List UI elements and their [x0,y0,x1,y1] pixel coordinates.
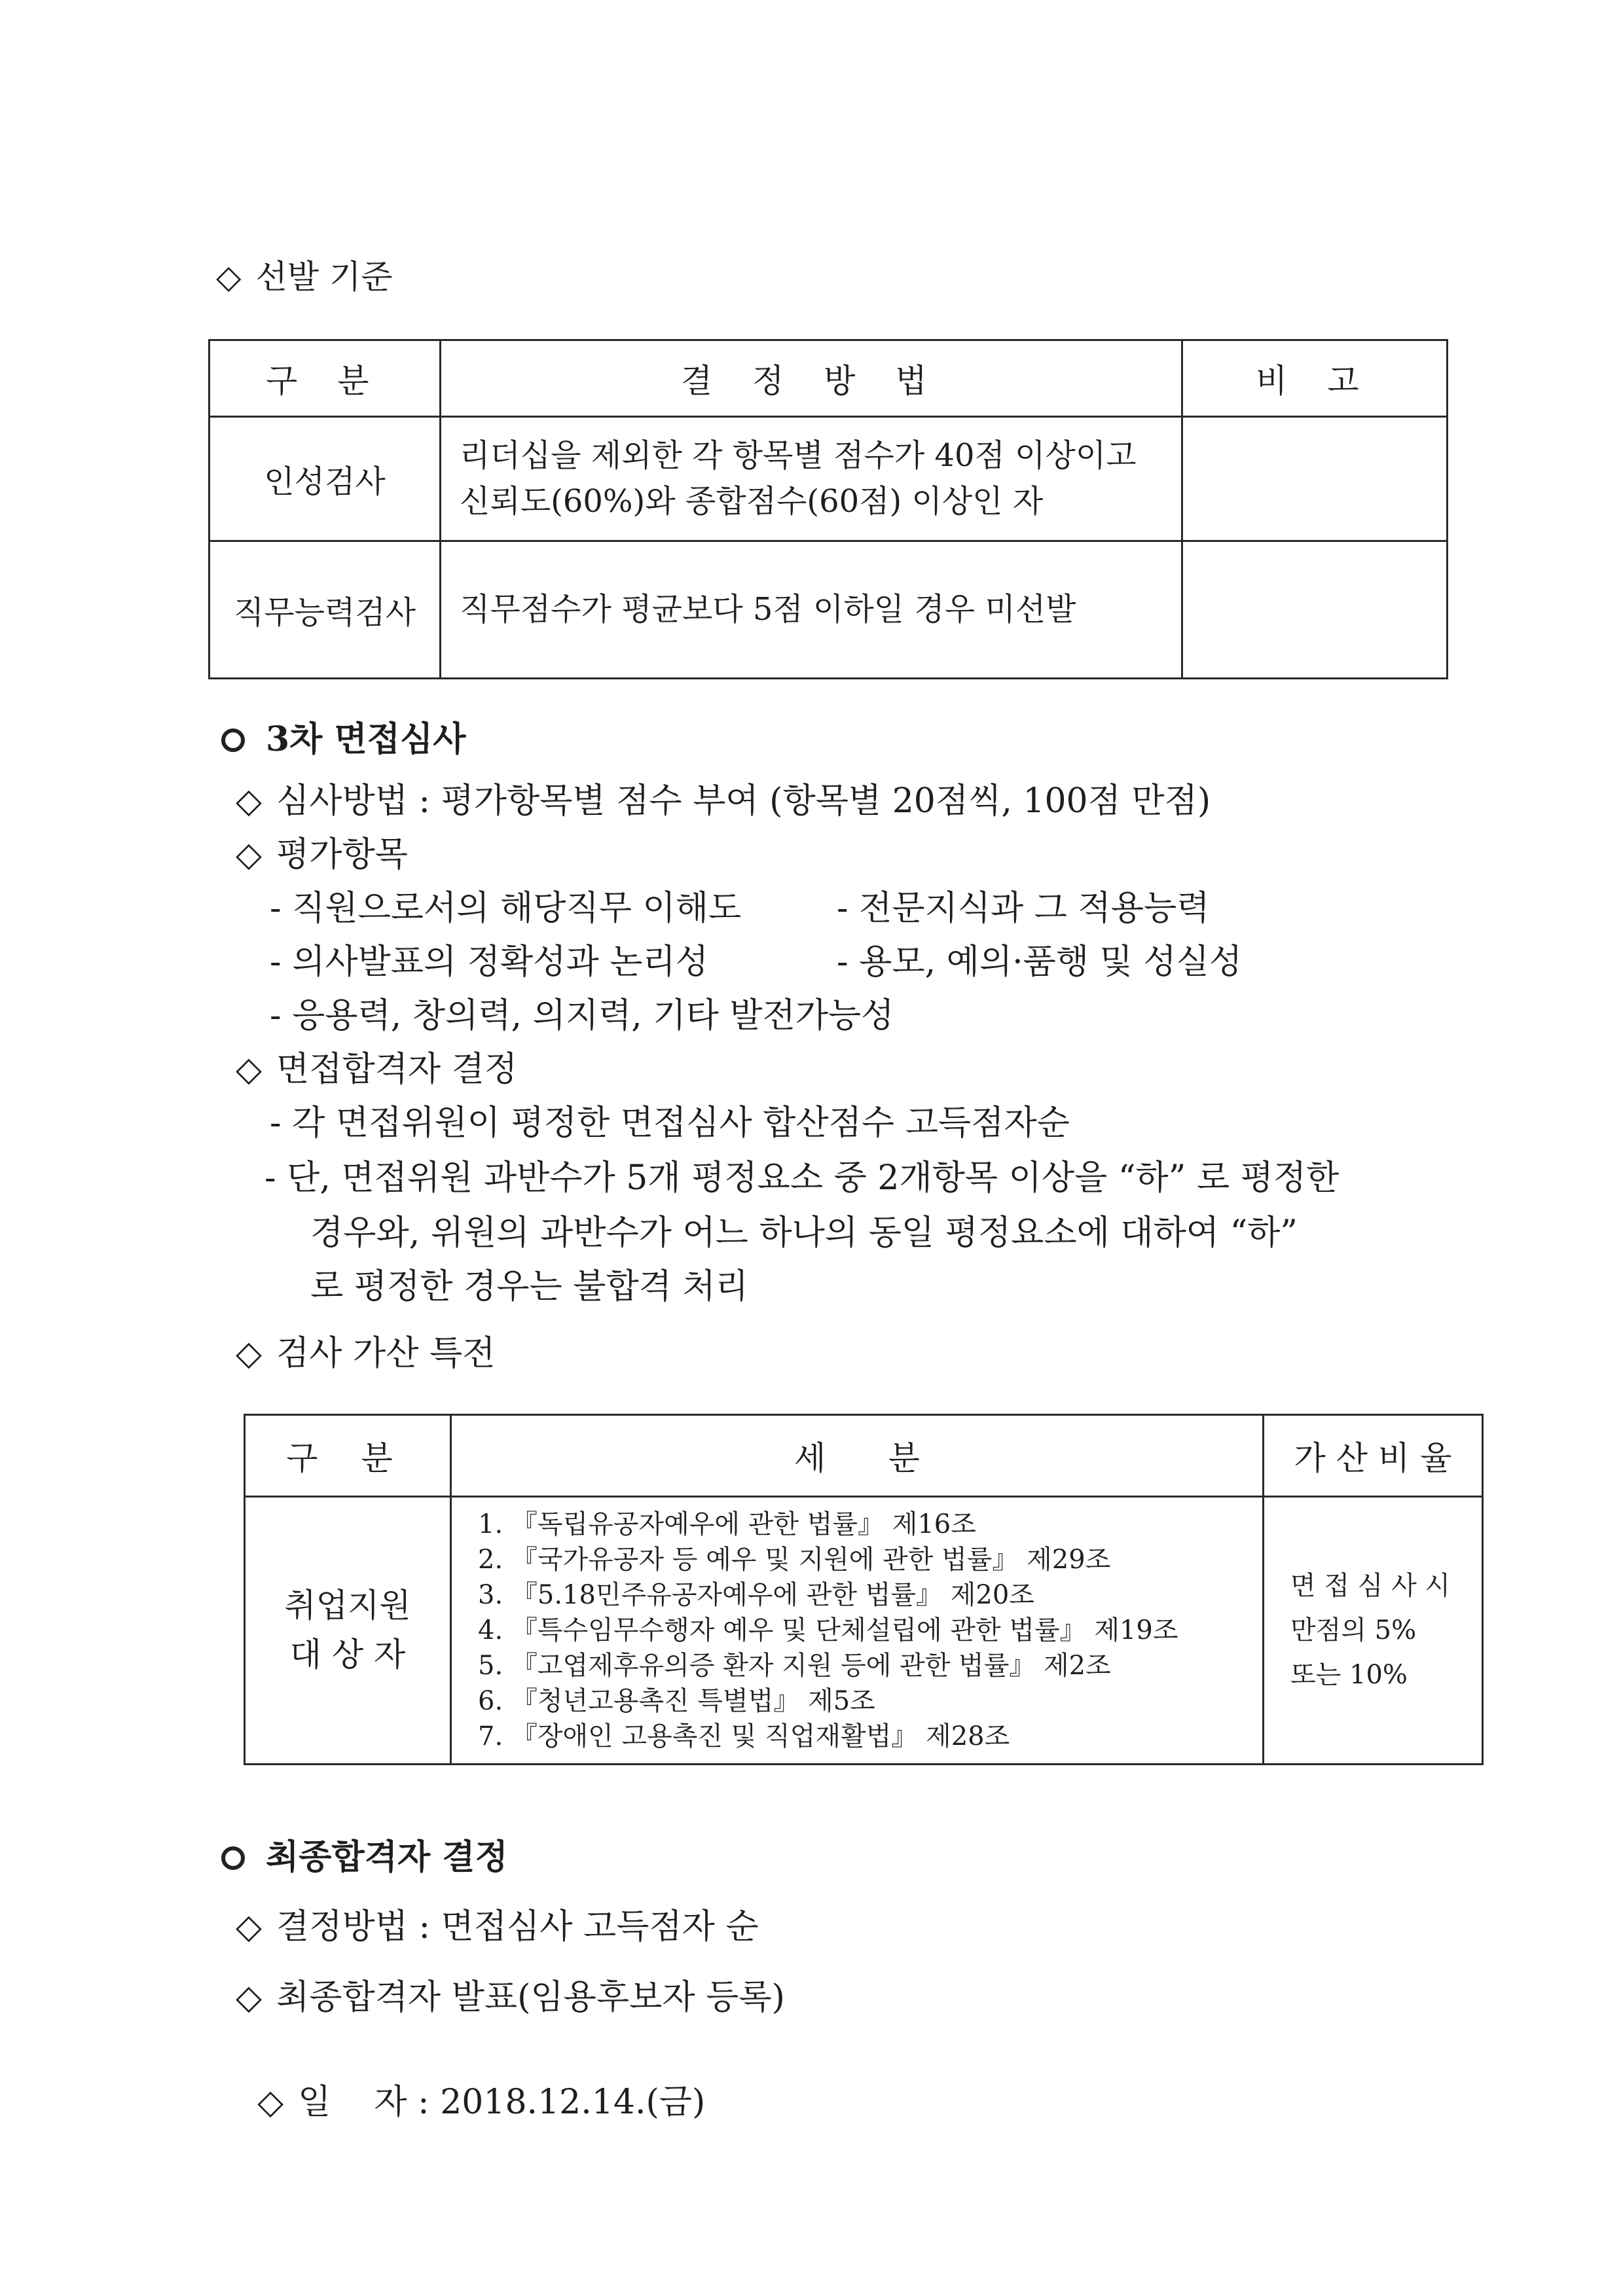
diamond-icon: ◇ [216,258,242,296]
selection-heading-text: 선발 기준 [255,258,393,296]
table-row [210,541,1448,679]
bonus-heading [236,1336,495,1371]
circle-bullet-icon [221,1846,245,1870]
table-header: 비 고 [1182,340,1448,417]
list-item: - 응용력, 창의력, 의지력, 기타 발전가능성 [270,996,894,1035]
table-header: 세 분 [451,1415,1264,1497]
table-header: 결 정 방 법 [441,340,1182,417]
interview-heading [221,719,466,759]
table-row [210,417,1448,541]
pass-heading-text: 면접합격자 결정 [276,1050,518,1089]
selection-table [208,339,1448,679]
eval-heading [236,835,408,874]
final-date [236,2051,706,2122]
pass-rule: 경우와, 위원의 과반수가 어느 하나의 동일 평정요소에 대하여 “하” [310,1213,1298,1253]
law-item: 3. 『5.18민주유공자예우에 관한 법률』 제20조 [478,1580,1034,1610]
category-line: 대 상 자 [289,1636,406,1674]
diamond-icon: ◇ [236,1907,262,1946]
final-method [236,1907,759,1946]
circle-bullet-icon [221,728,245,752]
law-item: 5. 『고엽제후유의증 환자 지원 등에 관한 법률』 제2조 [478,1651,1111,1681]
interview-method-text: 심사방법 : 평가항목별 점수 부여 (항목별 20점씩, 100점 만점) [276,781,1211,821]
table-cell: 인성검사 [210,417,441,541]
bonus-heading-text: 검사 가산 특전 [276,1334,496,1373]
eval-heading-text: 평가항목 [276,835,408,874]
interview-heading-text: 3차 면접심사 [266,719,466,759]
table-cell: 직무능력검사 [210,541,441,679]
final-heading [221,1837,508,1877]
rate-line: 또는 10% [1290,1660,1408,1690]
diamond-icon: ◇ [257,2083,284,2122]
law-item: 2. 『국가유공자 등 예우 및 지원에 관한 법률』 제29조 [478,1545,1111,1575]
table-cell [1264,1497,1483,1765]
pass-rule: - 단, 면접위원 과반수가 5개 평정요소 중 2개항목 이상을 “하” 로 평정한 [264,1158,1340,1198]
final-announce [236,1978,785,2017]
method-line: 신뢰도(60%)와 종합점수(60점) 이상인 자 [460,482,1044,520]
table-cell [1182,417,1448,541]
diamond-icon: ◇ [236,1050,262,1089]
table-header: 가 산 비 율 [1264,1415,1483,1497]
pass-rule: 로 평정한 경우는 불합격 처리 [310,1267,748,1306]
list-item: - 용모, 예의·품행 및 성실성 [837,942,1243,982]
law-item: 4. 『특수임무수행자 예우 및 단체설립에 관한 법률』 제19조 [478,1615,1178,1645]
diamond-icon: ◇ [236,781,262,821]
table-row [245,1497,1483,1765]
list-item: - 전문지식과 그 적용능력 [837,889,1210,928]
pass-rule: - 각 면접위원이 평정한 면접심사 합산점수 고득점자순 [270,1103,1070,1143]
bonus-table [244,1414,1484,1765]
law-item: 7. 『장애인 고용촉진 및 직업재활법』 제28조 [478,1721,1010,1751]
final-method-text: 결정방법 : 면접심사 고득점자 순 [276,1907,759,1946]
list-item: - 의사발표의 정확성과 논리성 [270,942,708,982]
diamond-icon: ◇ [236,1334,262,1373]
interview-method [236,781,1211,821]
law-item: 6. 『청년고용촉진 특별법』 제5조 [478,1686,875,1716]
category-line: 취업지원 [284,1587,411,1624]
law-item: 1. 『독립유공자예우에 관한 법률』 제16조 [478,1509,976,1539]
table-cell: 직무점수가 평균보다 5점 이하일 경우 미선발 [441,541,1182,679]
table-cell [441,417,1182,541]
rate-line: 면 접 심 사 시 [1290,1571,1451,1601]
final-announce-text: 최종합격자 발표(임용후보자 등록) [276,1978,785,2017]
rate-line: 만점의 5% [1290,1615,1417,1645]
pass-heading [236,1050,518,1089]
selection-heading [216,258,393,296]
diamond-icon: ◇ [236,835,262,874]
table-cell [451,1497,1264,1765]
final-heading-text: 최종합격자 결정 [266,1837,508,1877]
diamond-icon: ◇ [236,1978,262,2017]
table-cell [245,1497,451,1765]
list-item: - 직원으로서의 해당직무 이해도 [270,889,742,928]
table-cell [1182,541,1448,679]
method-line: 리더십을 제외한 각 항목별 점수가 40점 이상이고 [460,437,1137,474]
table-header: 구 분 [210,340,441,417]
final-date-text: 일 자 : 2018.12.14.(금) [298,2083,706,2122]
table-header: 구 분 [245,1415,451,1497]
